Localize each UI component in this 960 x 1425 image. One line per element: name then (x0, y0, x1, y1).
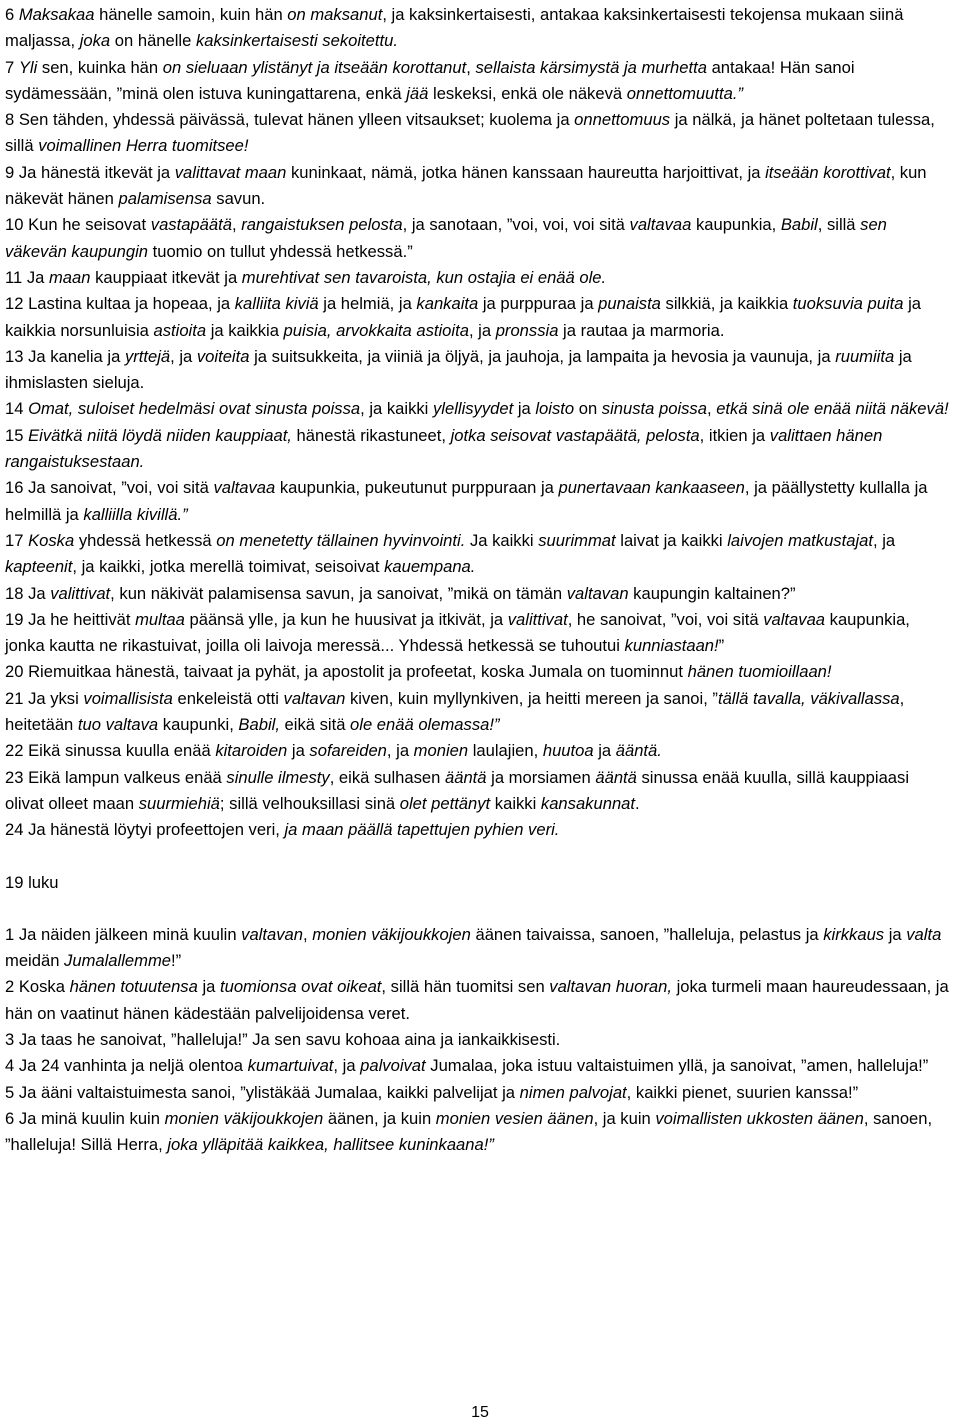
emphasized-text: loisto (535, 399, 575, 419)
emphasized-text: suurimmat (538, 530, 616, 550)
emphasized-text: jää (406, 83, 429, 103)
text-run: , ja kaikki (360, 399, 433, 419)
emphasized-text: suurmiehiä (138, 793, 220, 813)
verse-paragraph (5, 659, 950, 685)
text-run: 6 (5, 5, 19, 24)
verse-paragraph (5, 212, 950, 265)
text-run: eikä sitä (279, 715, 351, 735)
verse-paragraph (5, 160, 950, 213)
text-run: ja suitsukkeita, ja viiniä ja öljyä, ja jauhoja, ja lampaita ja hevosia ja vaunuja, ja (249, 346, 836, 366)
emphasized-text: Yli (18, 57, 38, 77)
text-run: Jumalaa, joka istuu valtaistuimen yllä, ja sanoivat, ”amen, halleluja!” (425, 1056, 929, 1076)
text-run: äänen taivaissa, sanoen, ”halleluja, pelastus ja (470, 924, 824, 944)
text-run: ja (287, 741, 310, 761)
emphasized-text: sinusta poissa (601, 399, 707, 419)
emphasized-text: valittivat (50, 583, 111, 603)
emphasized-text: Babil, (238, 715, 280, 735)
verse-paragraph (5, 1027, 950, 1053)
text-run: 17 (5, 530, 29, 550)
emphasized-text: tällä tavalla, väkivallassa (717, 688, 900, 708)
text-run: 18 Ja (5, 583, 51, 603)
emphasized-text: etkä sinä ole enää niitä näkevä! (716, 399, 949, 419)
emphasized-text: puisia, arvokkaita astioita (283, 320, 469, 340)
emphasized-text: joka (79, 31, 111, 51)
emphasized-text: Jumalallemme (64, 951, 172, 971)
verse-paragraph (5, 2, 950, 55)
emphasized-text: Maksakaa (18, 5, 95, 24)
emphasized-text: joka ylläpitää kaikkea, hallitsee kuninkaana!” (167, 1135, 494, 1155)
emphasized-text: valtavaa (629, 215, 692, 235)
document-body (5, 2, 950, 1158)
text-run: , heitetään (5, 688, 905, 735)
text-run: , sanoen, ”halleluja! Sillä Herra, (5, 1108, 933, 1155)
text-run: 24 Ja hänestä löytyi profeettojen veri, (5, 820, 285, 840)
text-run: ja kaikkia (206, 320, 284, 340)
text-run: joka turmeli maan haureudessaan, ja hän on vaatinut hänen kädestään palvelijoidensa veret. (5, 977, 949, 1023)
text-run: , sillä (817, 215, 861, 235)
text-run: kiven, kuin myllynkiven, ja heitti mereen ja sanoi, ” (345, 688, 718, 708)
emphasized-text: monien vesien äänen (435, 1108, 594, 1128)
text-run: tuomio on tullut yhdessä hetkessä.” (148, 241, 413, 261)
text-run: päänsä ylle, ja kun he huusivat ja itkivät, ja (184, 609, 508, 629)
verse-paragraph (5, 291, 950, 344)
emphasized-text: kirkkaus (823, 924, 885, 944)
text-run: silkkiä, ja kaikkia (660, 294, 793, 314)
emphasized-text: voimallisista (83, 688, 173, 708)
text-run: laulajien, (468, 741, 543, 761)
text-run: sen, kuinka hän (37, 57, 163, 77)
text-run: kaikki (490, 793, 541, 813)
text-run: , ja päällystetty kullalla ja helmillä ja (5, 478, 928, 524)
emphasized-text: valta (906, 924, 942, 944)
emphasized-text: ääntä. (615, 741, 662, 761)
verse-paragraph (5, 974, 950, 1027)
text-run: ja morsiamen (486, 767, 596, 787)
text-run: ja rautaa ja marmoria. (558, 320, 725, 340)
verse-paragraph (5, 738, 950, 764)
emphasized-text: valtavaa (213, 478, 276, 498)
emphasized-text: Babil (780, 215, 818, 235)
emphasized-text: voimallisten ukkosten äänen (655, 1108, 864, 1128)
emphasized-text: tuoksuvia puita (792, 294, 904, 314)
emphasized-text: vastapäätä (150, 215, 232, 235)
text-run: meidän (5, 951, 65, 971)
text-run: 6 Ja minä kuulin kuin (5, 1108, 165, 1128)
text-run: ” (718, 636, 725, 656)
text-run: 12 Lastina kultaa ja hopeaa, ja (5, 294, 235, 314)
text-run: antakaa! Hän sanoi sydämessään, ”minä olen istuva kuningattarena, enkä (5, 57, 855, 103)
verse-paragraph (5, 922, 950, 975)
emphasized-text: kumartuivat (247, 1056, 334, 1076)
verse-paragraph (5, 475, 950, 528)
verse-paragraph (5, 581, 950, 607)
text-run: 19 Ja he heittivät (5, 609, 136, 629)
text-run: , kun näkevät hänen (5, 162, 927, 209)
verse-paragraph (5, 344, 950, 397)
emphasized-text: jotka seisovat vastapäätä, pelosta (450, 425, 700, 445)
emphasized-text: monien väkijoukkojen (164, 1108, 324, 1128)
text-run: 1 Ja näiden jälkeen minä kuulin (5, 924, 242, 944)
emphasized-text: valtavan (283, 688, 346, 708)
verse-paragraph (5, 396, 950, 422)
text-run: ja (593, 741, 616, 761)
emphasized-text: voimallinen Herra tuomitsee! (38, 136, 249, 156)
text-run: Ja kaikki (465, 530, 539, 550)
emphasized-text: sellaista kärsimystä ja murhetta (475, 57, 707, 77)
emphasized-text: tuomionsa ovat oikeat (219, 977, 382, 997)
emphasized-text: hänen tuomioillaan! (687, 662, 832, 682)
text-run: , ja kuin (593, 1108, 656, 1128)
text-run: , itkien ja (699, 425, 770, 445)
emphasized-text: on maksanut (287, 5, 383, 24)
emphasized-text: ääntä (595, 767, 637, 787)
text-run: , kun näkivät palamisensa savun, ja sanoivat, ”mikä on tämän (110, 583, 567, 603)
verse-paragraph (5, 55, 950, 108)
verse-paragraph (5, 1106, 950, 1159)
emphasized-text: kauempana. (384, 557, 476, 577)
text-run: 23 Eikä lampun valkeus enää (5, 767, 227, 787)
text-run: 4 Ja 24 vanhinta ja neljä olentoa (5, 1056, 248, 1076)
text-run: , sillä hän tuomitsi sen (381, 977, 550, 997)
text-run: 11 Ja (5, 267, 49, 287)
text-run: ja kaikkia norsunluisia (5, 294, 922, 340)
text-run: ja (513, 399, 536, 419)
emphasized-text: kalliita kiviä (234, 294, 319, 314)
text-run: 14 (5, 399, 29, 419)
verse-paragraph (5, 1053, 950, 1079)
text-run: leskeksi, enkä ole näkevä (428, 83, 627, 103)
emphasized-text: valittivat (507, 609, 568, 629)
text-run: on hänelle (110, 31, 196, 51)
emphasized-text: kalliilla kivillä.” (83, 504, 188, 524)
emphasized-text: ääntä (445, 767, 487, 787)
text-run: ja (884, 924, 907, 944)
emphasized-text: valtavan (566, 583, 629, 603)
emphasized-text: yrttejä (124, 346, 171, 366)
emphasized-text: kankaita (416, 294, 479, 314)
emphasized-text: monien väkijoukkojen (312, 924, 471, 944)
emphasized-text: olet pettänyt (399, 793, 491, 813)
emphasized-text: on sieluaan ylistänyt ja itseään korottanut (162, 57, 467, 77)
text-run: 5 Ja ääni valtaistuimesta sanoi, ”ylistäkää Jumalaa, kaikki palvelijat ja (5, 1082, 520, 1102)
emphasized-text: onnettomuutta.” (626, 83, 743, 103)
verse-paragraph (5, 765, 950, 818)
emphasized-text: kansakunnat (540, 793, 636, 813)
emphasized-text: ole enää olemassa!” (350, 715, 500, 735)
verse-paragraph (5, 107, 950, 160)
emphasized-text: valtavan huoran, (549, 977, 672, 997)
text-run: , (466, 57, 476, 77)
text-run: , ja (170, 346, 197, 366)
chapter-heading: 19 luku (5, 872, 59, 892)
emphasized-text: palamisensa (118, 189, 212, 209)
emphasized-text: punaista (598, 294, 661, 314)
emphasized-text: itseään korottivat (765, 162, 891, 182)
text-run: 8 Sen tähden, yhdessä päivässä, tulevat hänen ylleen vitsaukset; kuolema ja (5, 110, 575, 130)
emphasized-text: kapteenit (5, 557, 73, 577)
text-run: kaupunkia, jonka kautta ne rikastuivat, joilla oli laivoja meressä... Yhdessä hetkessä se tuhoutui (5, 609, 910, 656)
verse-paragraph (5, 528, 950, 581)
text-run: kaupunki, (158, 715, 239, 735)
text-run: 22 Eikä sinussa kuulla enää (5, 741, 216, 761)
emphasized-text: kitaroiden (215, 741, 288, 761)
text-run: , (231, 215, 242, 235)
emphasized-text: monien (413, 741, 469, 761)
emphasized-text: laivojen matkustajat (727, 530, 873, 550)
verse-paragraph (5, 817, 950, 843)
text-run: , kaikki pienet, suurien kanssa!” (626, 1082, 859, 1102)
text-run: yhdessä hetkessä (74, 530, 217, 550)
text-run: sinussa enää kuulla, sillä kauppiaasi olivat olleet maan (5, 767, 910, 813)
emphasized-text: huutoa (542, 741, 594, 761)
text-run: ; sillä velhouksillasi sinä (219, 793, 400, 813)
emphasized-text: hänen totuutensa (69, 977, 198, 997)
emphasized-text: punertavaan kankaaseen (558, 478, 745, 498)
text-run: , ja (872, 530, 896, 550)
emphasized-text: palvoivat (360, 1056, 426, 1076)
emphasized-text: sen väkevän kaupungin (5, 215, 887, 261)
text-run: 20 Riemuitkaa hänestä, taivaat ja pyhät, ja apostolit ja profeetat, koska Jumala on tuominnut (5, 662, 688, 682)
emphasized-text: Omat, suloiset hedelmäsi ovat sinusta poissa (28, 399, 361, 419)
text-run: , ja sanotaan, ”voi, voi, voi sitä (402, 215, 630, 235)
text-run: 21 Ja yksi (5, 688, 84, 708)
text-run: 10 Kun he seisovat (5, 215, 151, 235)
verse-paragraph (5, 265, 950, 291)
page-number: 15 (471, 1404, 489, 1421)
text-run: , (302, 924, 313, 944)
emphasized-text: valtavan (241, 924, 303, 944)
emphasized-text: valittaen hänen rangaistuksestaan. (5, 425, 883, 472)
emphasized-text: Eivätkä niitä löydä niiden kauppiaat, (28, 425, 292, 445)
text-run: on (574, 399, 602, 419)
text-run: hänelle samoin, kuin hän (94, 5, 288, 24)
text-run: kauppiaat itkevät ja (90, 267, 242, 287)
emphasized-text: valittavat maan (174, 162, 287, 182)
emphasized-text: voiteita (196, 346, 250, 366)
emphasized-text: tuo valtava (77, 715, 159, 735)
text-run: , ja (468, 320, 496, 340)
text-run: ja (197, 977, 220, 997)
emphasized-text: nimen palvojat (519, 1082, 627, 1102)
emphasized-text: sofareiden (309, 741, 387, 761)
text-run: 7 (5, 57, 19, 77)
text-run: laivat ja kaikki (615, 530, 728, 550)
text-run: savun. (211, 189, 266, 209)
verse-paragraph (5, 1080, 950, 1106)
text-run: enkeleistä otti (172, 688, 284, 708)
text-run: 16 Ja sanoivat, ”voi, voi sitä (5, 478, 214, 498)
text-run: ja purppuraa ja (478, 294, 599, 314)
text-run: hänestä rikastuneet, (291, 425, 451, 445)
text-run: 15 (5, 425, 29, 445)
text-run: kaupungin kaltainen?” (628, 583, 796, 603)
emphasized-text: ylellisyydet (432, 399, 514, 419)
text-run: ja nälkä, ja hänet poltetaan tulessa, sillä (5, 110, 935, 156)
text-run: , ja kaksinkertaisesti, antakaa kaksinkertaisesti tekojensa mukaan siinä maljassa, (5, 5, 904, 51)
emphasized-text: onnettomuus (574, 110, 671, 130)
emphasized-text: on menetetty tällainen hyvinvointi. (216, 530, 466, 550)
emphasized-text: pronssia (495, 320, 559, 340)
text-run: 9 Ja hänestä itkevät ja (5, 162, 175, 182)
emphasized-text: multaa (135, 609, 185, 629)
text-run: . (635, 793, 640, 813)
emphasized-text: valtavaa (763, 609, 826, 629)
text-run: !” (171, 951, 182, 971)
text-run: kaupunkia, pukeutunut purppuraan ja (275, 478, 559, 498)
emphasized-text: astioita (153, 320, 207, 340)
emphasized-text: ja maan päällä tapettujen pyhien veri. (284, 820, 560, 840)
emphasized-text: kaksinkertaisesti sekoitettu. (195, 31, 398, 51)
text-run: äänen, ja kuin (323, 1108, 436, 1128)
verse-paragraph (5, 423, 950, 476)
text-run: ja ihmislasten sieluja. (5, 346, 912, 393)
text-run: , ja kaikki, jotka merellä toimivat, seisoivat (72, 557, 385, 577)
emphasized-text: kunniastaan! (624, 636, 719, 656)
text-run: , ja (333, 1056, 361, 1076)
text-run: ja helmiä, ja (318, 294, 417, 314)
text-run: , (706, 399, 717, 419)
text-run: kaupunkia, (691, 215, 781, 235)
chapter-19-verses (5, 922, 950, 1159)
text-run: kuninkaat, nämä, jotka hänen kanssaan haureutta harjoittivat, ja (286, 162, 766, 182)
emphasized-text: Koska (28, 530, 75, 550)
text-run: 3 Ja taas he sanoivat, ”halleluja!” Ja sen savu kohoaa aina ja iankaikkisesti. (5, 1029, 561, 1049)
verse-paragraph (5, 607, 950, 660)
text-run: 13 Ja kanelia ja (5, 346, 125, 366)
emphasized-text: sinulle ilmesty (226, 767, 330, 787)
chapter-18-verses (5, 2, 950, 844)
emphasized-text: murehtivat sen tavaroista, kun ostajia ei enää ole. (241, 267, 607, 287)
emphasized-text: ruumiita (835, 346, 895, 366)
verse-paragraph (5, 686, 950, 739)
text-run: , eikä sulhasen (329, 767, 445, 787)
text-run: 2 Koska (5, 977, 70, 997)
emphasized-text: maan (48, 267, 91, 287)
text-run: , ja (386, 741, 414, 761)
text-run: , he sanoivat, ”voi, voi sitä (567, 609, 764, 629)
emphasized-text: rangaistuksen pelosta (241, 215, 403, 235)
